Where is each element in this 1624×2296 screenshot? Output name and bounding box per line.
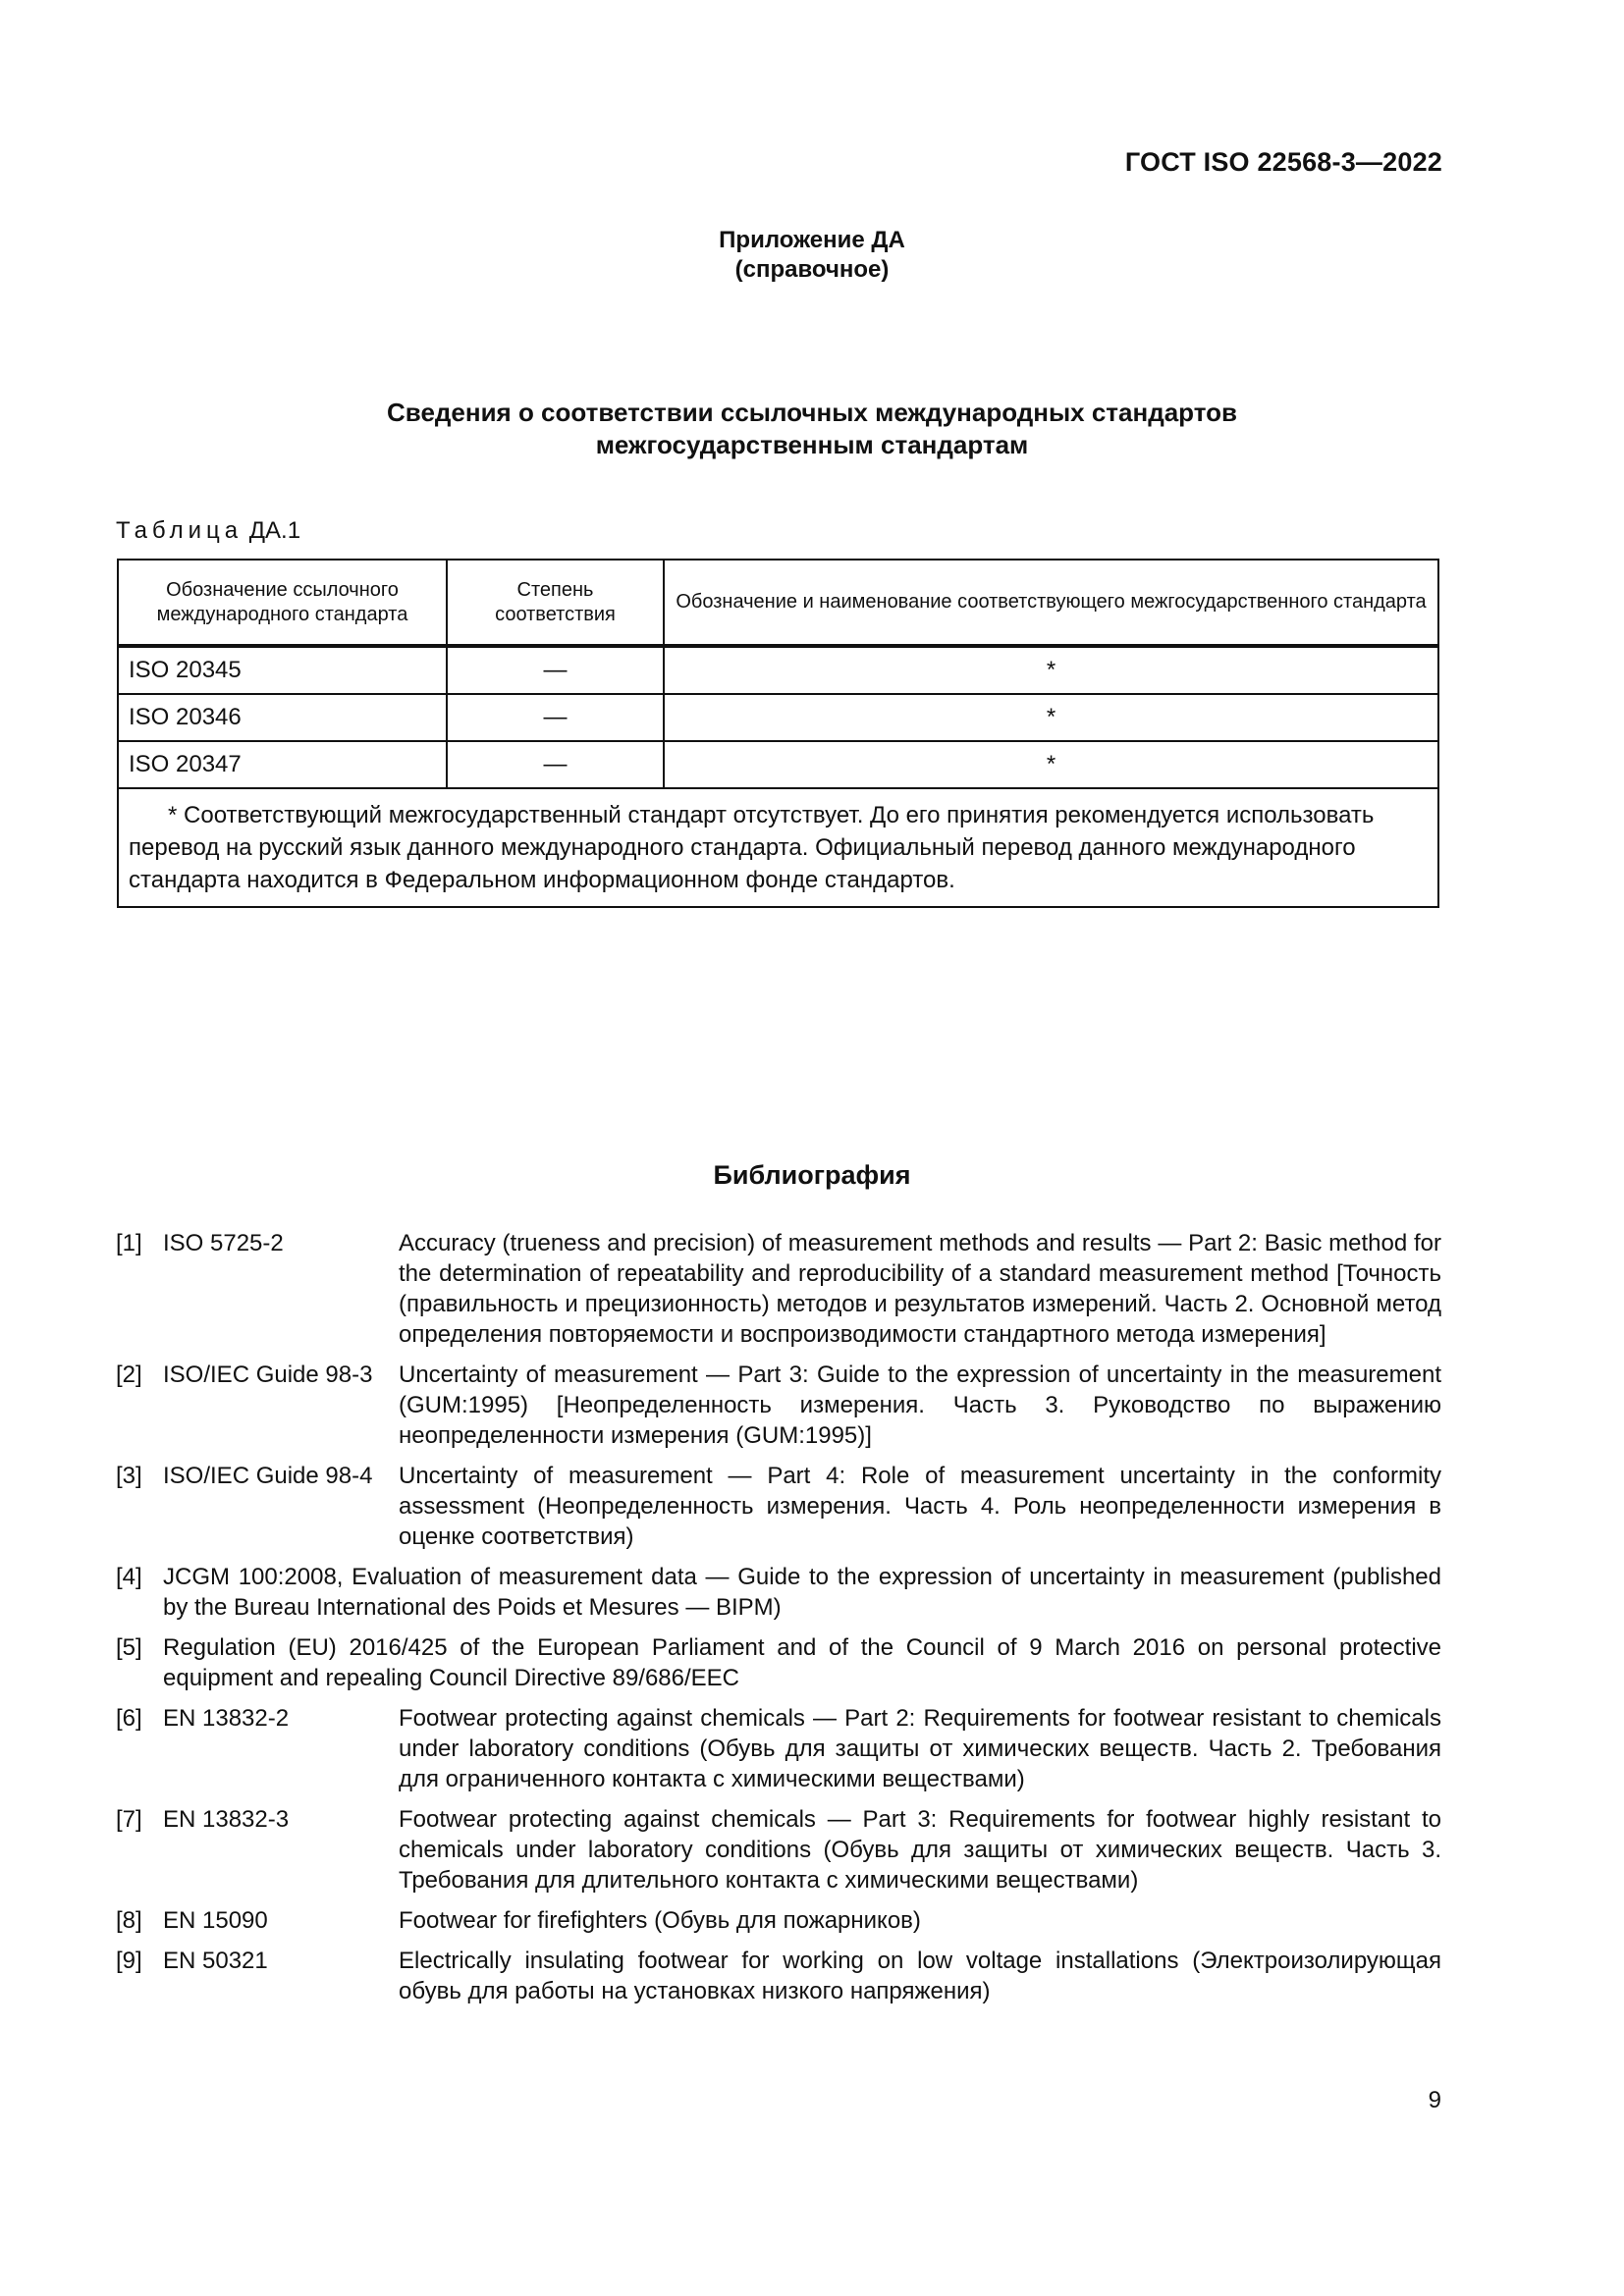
table-footnote: * Соответствующий межгосударственный стандарт отсутствует. До его принятия рекомендуется использовать перевод на русский язык данного международного стандарта. Официальный перевод данного международного стандарта находится в Федеральном информационном фонде стандартов. bbox=[129, 802, 1375, 893]
entry-code: EN 50321 bbox=[163, 1948, 268, 1974]
table-row bbox=[118, 741, 1438, 788]
entry-code: ISO/IEC Guide 98-4 bbox=[163, 1463, 373, 1489]
table-header-cell: Обозначение ссылочного международного стандарта bbox=[118, 560, 447, 646]
entry-number: [2] bbox=[116, 1362, 142, 1388]
bibliography-entry bbox=[116, 1632, 1441, 1693]
entry-text: Regulation (EU) 2016/425 of the European Parliament and of the Council of 9 March 2016 on personal protective equipment and repealing Council Directive 89/686/EEC bbox=[163, 1634, 1441, 1691]
correspondence-table bbox=[117, 559, 1439, 908]
standard-cell: ISO 20345 bbox=[118, 646, 447, 694]
table-header-cell: Степень соответствия bbox=[447, 560, 664, 646]
table-label-prefix: Таблица bbox=[116, 517, 244, 544]
entry-text: JCGM 100:2008, Evaluation of measurement data — Guide to the expression of uncertainty in measurement (published by the Bureau International des Poids et Mesures — BIPM) bbox=[163, 1564, 1441, 1621]
table-label bbox=[116, 517, 300, 545]
bibliography-entry bbox=[116, 1804, 1441, 1896]
bibliography-entry bbox=[116, 1905, 1441, 1936]
section-title-line-2: межгосударственным стандартам bbox=[595, 430, 1029, 459]
table-label-number: ДА.1 bbox=[248, 517, 301, 544]
entry-number: [8] bbox=[116, 1907, 142, 1934]
table-footnote-row bbox=[118, 788, 1438, 907]
bibliography-title: Библиография bbox=[713, 1160, 911, 1190]
standard-cell: ISO 20347 bbox=[118, 741, 447, 788]
bibliography-entry bbox=[116, 1562, 1441, 1623]
section-title-line-1: Сведения о соответствии ссылочных международных стандартов bbox=[387, 398, 1237, 427]
entry-text: Footwear protecting against chemicals — Part 3: Requirements for footwear highly resistant to chemicals under laboratory conditions (Обувь для защиты от химических веществ. Часть 3. Требования для длительного контакта с химическими веществами) bbox=[399, 1806, 1441, 1894]
table-footnote-cell bbox=[118, 788, 1438, 907]
entry-number: [6] bbox=[116, 1705, 142, 1732]
interstate-cell: * bbox=[664, 646, 1438, 694]
entry-number: [9] bbox=[116, 1948, 142, 1974]
page-number: 9 bbox=[1428, 2087, 1441, 2113]
entry-text: Footwear for firefighters (Обувь для пожарников) bbox=[399, 1907, 921, 1934]
entry-code: EN 15090 bbox=[163, 1907, 268, 1934]
table-row bbox=[118, 694, 1438, 741]
entry-text: Uncertainty of measurement — Part 3: Guide to the expression of uncertainty in the measurement (GUM:1995) [Неопределенность измерения. Часть 3. Руководство по выражению неопределенности измерения (GUM:1995)] bbox=[399, 1362, 1441, 1449]
bibliography-entry bbox=[116, 1946, 1441, 2006]
bibliography-entry bbox=[116, 1360, 1441, 1451]
appendix-heading bbox=[0, 226, 1624, 285]
bibliography-entry bbox=[116, 1461, 1441, 1552]
entry-number: [3] bbox=[116, 1463, 142, 1489]
table-header-row bbox=[118, 560, 1438, 646]
degree-cell: — bbox=[447, 741, 664, 788]
entry-text: Footwear protecting against chemicals — Part 2: Requirements for footwear resistant to chemicals under laboratory conditions (Обувь для защиты от химических веществ. Часть 2. Требования для ограниченного контакта с химическими веществами) bbox=[399, 1705, 1441, 1792]
degree-cell: — bbox=[447, 646, 664, 694]
entry-text: Electrically insulating footwear for working on low voltage installations (Электроизолирующая обувь для работы на установках низкого напряжения) bbox=[399, 1948, 1441, 2004]
section-heading bbox=[0, 397, 1624, 461]
entry-code: ISO 5725-2 bbox=[163, 1230, 284, 1256]
bibliography-entry bbox=[116, 1228, 1441, 1350]
entry-number: [5] bbox=[116, 1634, 142, 1661]
entry-code: EN 13832-3 bbox=[163, 1806, 290, 1833]
appendix-subtitle: (справочное) bbox=[734, 256, 890, 283]
entry-number: [7] bbox=[116, 1806, 142, 1833]
entry-text: Accuracy (trueness and precision) of measurement methods and results — Part 2: Basic method for the determination of repeatability and reproducibility of a standard measurement method [Точность (правильность и прецизионность) методов и результатов измерений. Часть 2. Основной метод определения повторяемости и воспроизводимости стандартного метода измерения] bbox=[399, 1230, 1441, 1348]
bibliography-entry bbox=[116, 1703, 1441, 1794]
bibliography-list bbox=[116, 1228, 1441, 2016]
entry-code: ISO/IEC Guide 98-3 bbox=[163, 1362, 373, 1388]
table-row bbox=[118, 646, 1438, 694]
document-id: ГОСТ ISO 22568-3—2022 bbox=[1124, 147, 1442, 177]
interstate-cell: * bbox=[664, 694, 1438, 741]
entry-number: [1] bbox=[116, 1230, 142, 1256]
interstate-cell: * bbox=[664, 741, 1438, 788]
entry-code: EN 13832-2 bbox=[163, 1705, 290, 1732]
entry-text: Uncertainty of measurement — Part 4: Role of measurement uncertainty in the conformity assessment (Неопределенность измерения. Часть 4. Роль неопределенности измерения в оценке соответствия) bbox=[399, 1463, 1441, 1550]
standard-cell: ISO 20346 bbox=[118, 694, 447, 741]
appendix-title: Приложение ДА bbox=[719, 227, 905, 253]
table-header-cell: Обозначение и наименование соответствующего межгосударственного стандарта bbox=[664, 560, 1438, 646]
degree-cell: — bbox=[447, 694, 664, 741]
entry-number: [4] bbox=[116, 1564, 142, 1590]
